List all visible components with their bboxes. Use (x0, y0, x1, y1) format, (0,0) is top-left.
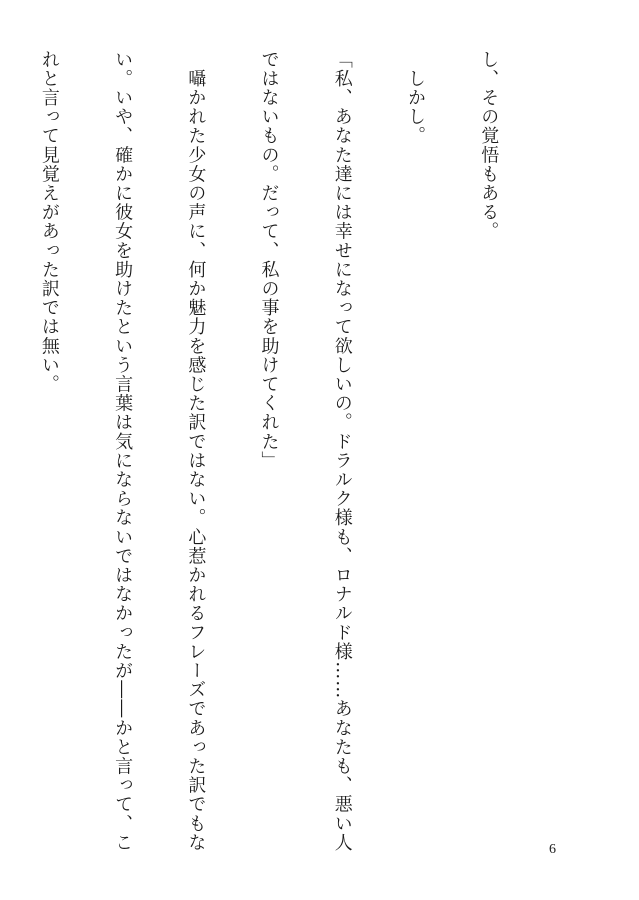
text-line: い。いや、確かに彼女を助けたという言葉は気にならないではなかったが――かと言って、こ (112, 50, 134, 853)
text-line: し、その覚悟もある。 (478, 50, 500, 241)
vertical-text-body (38, 50, 549, 853)
text-line: しかし。 (404, 50, 426, 146)
text-line: ではないもの。だって、私の事を助けてくれた」 (258, 50, 280, 471)
text-line: れと言って見覚えがあった訳では無い。 (38, 50, 60, 394)
text-line: 囁かれた少女の声に、何か魅力を感じた訳ではない。心惹かれるフレーズであった訳でもな (185, 50, 207, 853)
page-number: 6 (549, 842, 556, 857)
text-line: 「私、あなた達には幸せになって欲しいの。ドラルク様も、ロナルド様……あなたも、悪い人 (331, 50, 353, 853)
